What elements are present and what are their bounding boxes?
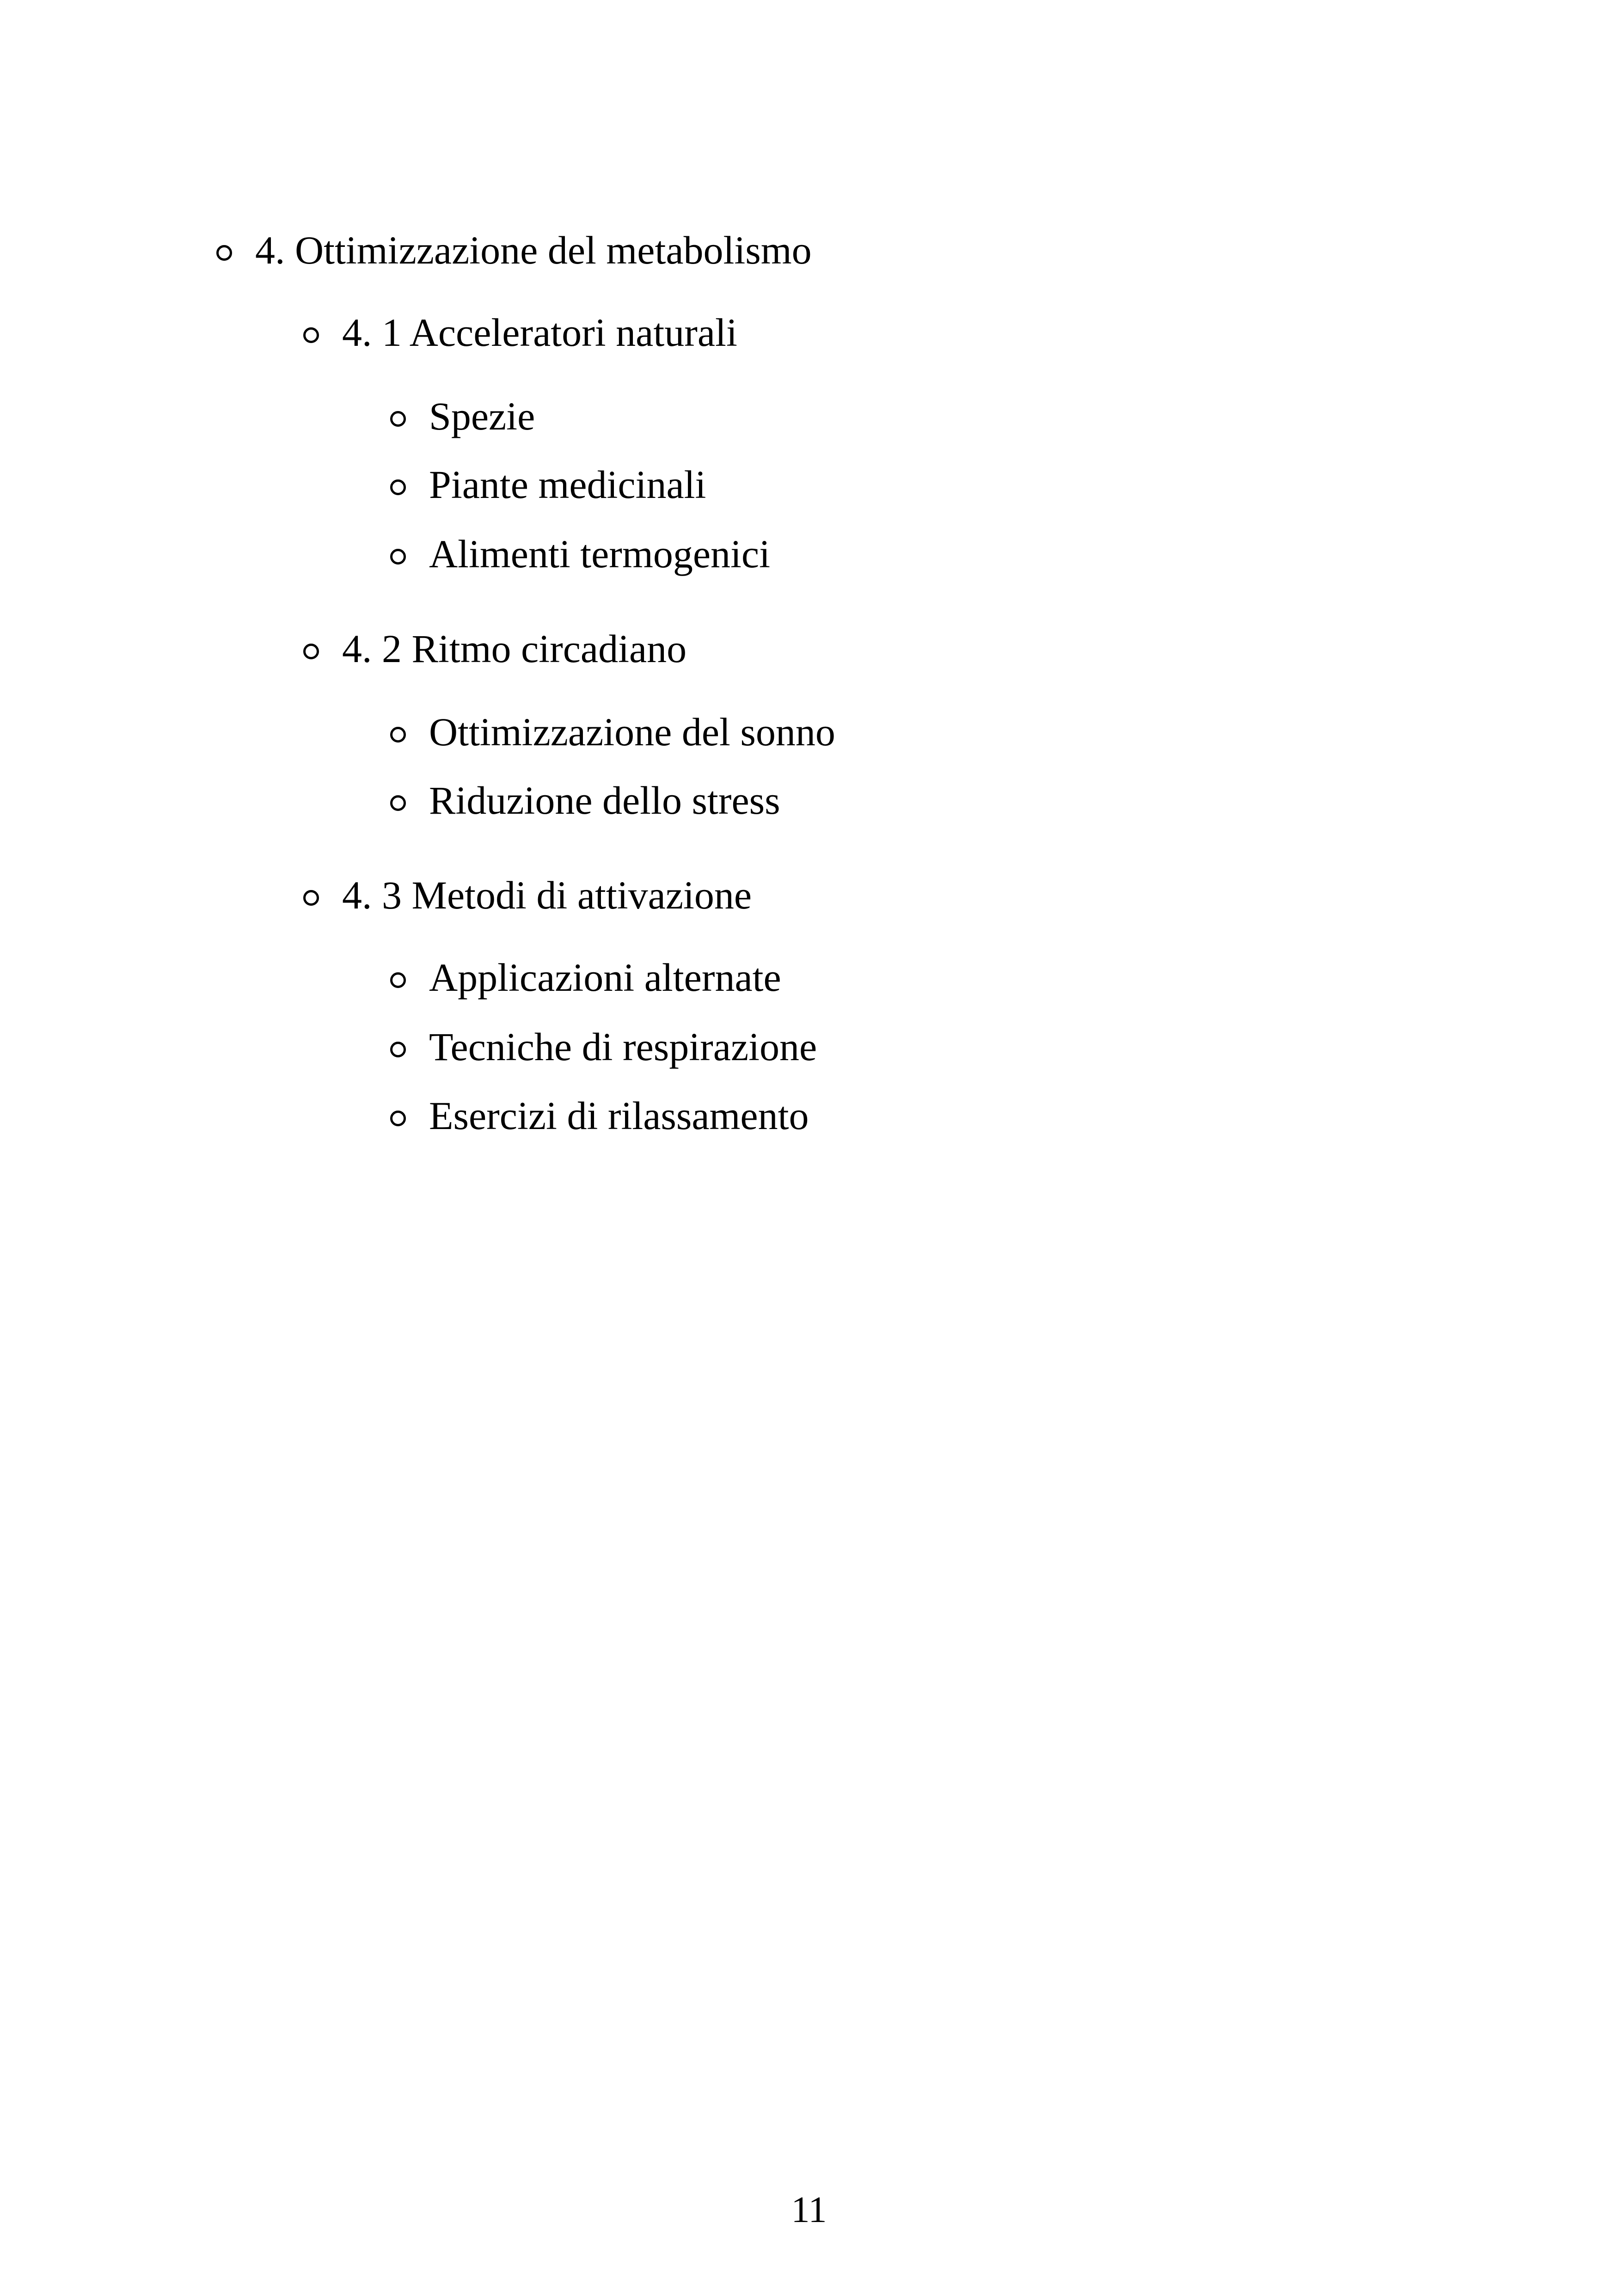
hollow-circle-bullet-icon <box>216 245 232 261</box>
item-label: Alimenti termogenici <box>429 532 770 576</box>
item-label: Applicazioni alternate <box>429 955 781 1000</box>
item-label: Ottimizzazione del sonno <box>429 710 835 754</box>
item-label: Riduzione dello stress <box>429 778 780 823</box>
hollow-circle-bullet-icon <box>390 549 406 565</box>
hollow-circle-bullet-icon <box>390 411 406 427</box>
subsection-title: 4. 3 Metodi di attivazione <box>342 873 752 917</box>
hollow-circle-bullet-icon <box>303 890 319 906</box>
hollow-circle-bullet-icon <box>390 727 406 743</box>
hollow-circle-bullet-icon <box>390 1042 406 1057</box>
section-title: 4. Ottimizzazione del metabolismo <box>255 228 812 272</box>
page-number: 11 <box>791 2190 827 2230</box>
hollow-circle-bullet-icon <box>390 795 406 811</box>
item-label: Spezie <box>429 394 535 438</box>
item-label: Esercizi di rilassamento <box>429 1093 809 1138</box>
subsection-title: 4. 1 Acceleratori naturali <box>342 310 737 355</box>
item-label: Piante medicinali <box>429 462 706 507</box>
subsection-title: 4. 2 Ritmo circadiano <box>342 626 687 671</box>
hollow-circle-bullet-icon <box>390 479 406 495</box>
hollow-circle-bullet-icon <box>303 327 319 343</box>
hollow-circle-bullet-icon <box>303 644 319 659</box>
hollow-circle-bullet-icon <box>390 1111 406 1126</box>
item-label: Tecniche di respirazione <box>429 1025 817 1069</box>
hollow-circle-bullet-icon <box>390 972 406 988</box>
